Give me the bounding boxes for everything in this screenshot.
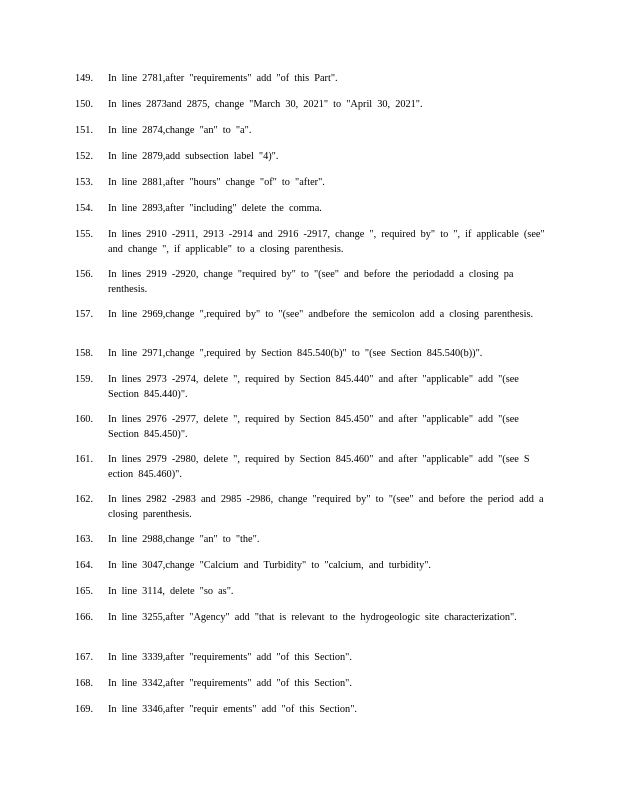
list-item [75, 202, 545, 217]
item-text: In lines 2919 -2920, change "required by" to "(see" and before the periodadd a closing pa renthesis. [108, 269, 514, 295]
item-text: In line 3255,after "Agency" add "that is relevant to the hydrogeologic site characterization". [108, 612, 517, 623]
item-number: 159. [75, 374, 94, 385]
list-item [75, 533, 545, 548]
item-number: 154. [75, 203, 94, 214]
list-item [75, 453, 545, 482]
list-item [75, 585, 545, 600]
item-number: 160. [75, 414, 94, 425]
list-item [75, 493, 545, 522]
item-number: 149. [75, 73, 94, 84]
item-number: 167. [75, 652, 94, 663]
list-item [75, 373, 545, 402]
list-item [75, 559, 545, 574]
item-number: 155. [75, 229, 94, 240]
item-number: 157. [75, 309, 94, 320]
item-number: 164. [75, 560, 94, 571]
item-number: 165. [75, 586, 94, 597]
item-text: In line 3342,after "requirements" add "of this Section". [108, 678, 352, 689]
item-number: 166. [75, 612, 94, 623]
item-text: In lines 2973 -2974, delete ", required by Section 845.440" and after "applicable" add "(see Section 845.440)". [108, 374, 519, 400]
item-text: In line 3047,change "Calcium and Turbidity" to "calcium, and turbidity". [108, 560, 432, 571]
item-text: In line 2893,after "including" delete the comma. [108, 203, 322, 214]
item-number: 153. [75, 177, 94, 188]
item-number: 163. [75, 534, 94, 545]
item-number: 168. [75, 678, 94, 689]
item-text: In line 2781,after "requirements" add "of this Part". [108, 73, 338, 84]
list-item [75, 72, 545, 87]
list-item [75, 124, 545, 139]
item-text: In line 2874,change "an" to "a". [108, 125, 252, 136]
item-text: In line 2971,change ",required by Section 845.540(b)" to "(see Section 845.540(b))". [108, 348, 483, 359]
list-item [75, 308, 545, 323]
item-text: In line 2879,add subsection label "4)". [108, 151, 279, 162]
item-number: 161. [75, 454, 94, 465]
item-text: In line 3339,after "requirements" add "of this Section". [108, 652, 352, 663]
item-number: 151. [75, 125, 94, 136]
item-number: 162. [75, 494, 94, 505]
list-item [75, 176, 545, 191]
list-item [75, 651, 545, 666]
item-text: In lines 2910 -2911, 2913 -2914 and 2916 -2917, change ", required by" to ", if applicable (see" and change ", if applicable" to a closing parenthesis. [108, 229, 545, 255]
item-text: In line 2881,after "hours" change "of" to "after". [108, 177, 325, 188]
item-text: In lines 2873and 2875, change "March 30, 2021" to "April 30, 2021". [108, 99, 423, 110]
item-text: In line 2988,change "an" to "the". [108, 534, 260, 545]
item-number: 156. [75, 269, 94, 280]
item-text: In lines 2979 -2980, delete ", required by Section 845.460" and after "applicable" add "(see S ection 845.460)". [108, 454, 530, 480]
item-number: 169. [75, 704, 94, 715]
list-item [75, 150, 545, 165]
list-item [75, 228, 545, 257]
item-text: In line 2969,change ",required by" to "(see" andbefore the semicolon add a closing parenthesis. [108, 309, 534, 320]
list-item [75, 347, 545, 362]
list-item [75, 268, 545, 297]
item-text: In lines 2976 -2977, delete ", required by Section 845.450" and after "applicable" add "(see Section 845.450)". [108, 414, 519, 440]
item-number: 150. [75, 99, 94, 110]
item-number: 152. [75, 151, 94, 162]
item-text: In lines 2982 -2983 and 2985 -2986, change "required by" to "(see" and before the period add a closing parenthesis. [108, 494, 544, 520]
list-item [75, 98, 545, 113]
list-item [75, 677, 545, 692]
list-item [75, 413, 545, 442]
item-text: In line 3114, delete "so as". [108, 586, 234, 597]
item-text: In line 3346,after "requir ements" add "of this Section". [108, 704, 357, 715]
item-number: 158. [75, 348, 94, 359]
list-item [75, 611, 545, 626]
list-item [75, 703, 545, 718]
